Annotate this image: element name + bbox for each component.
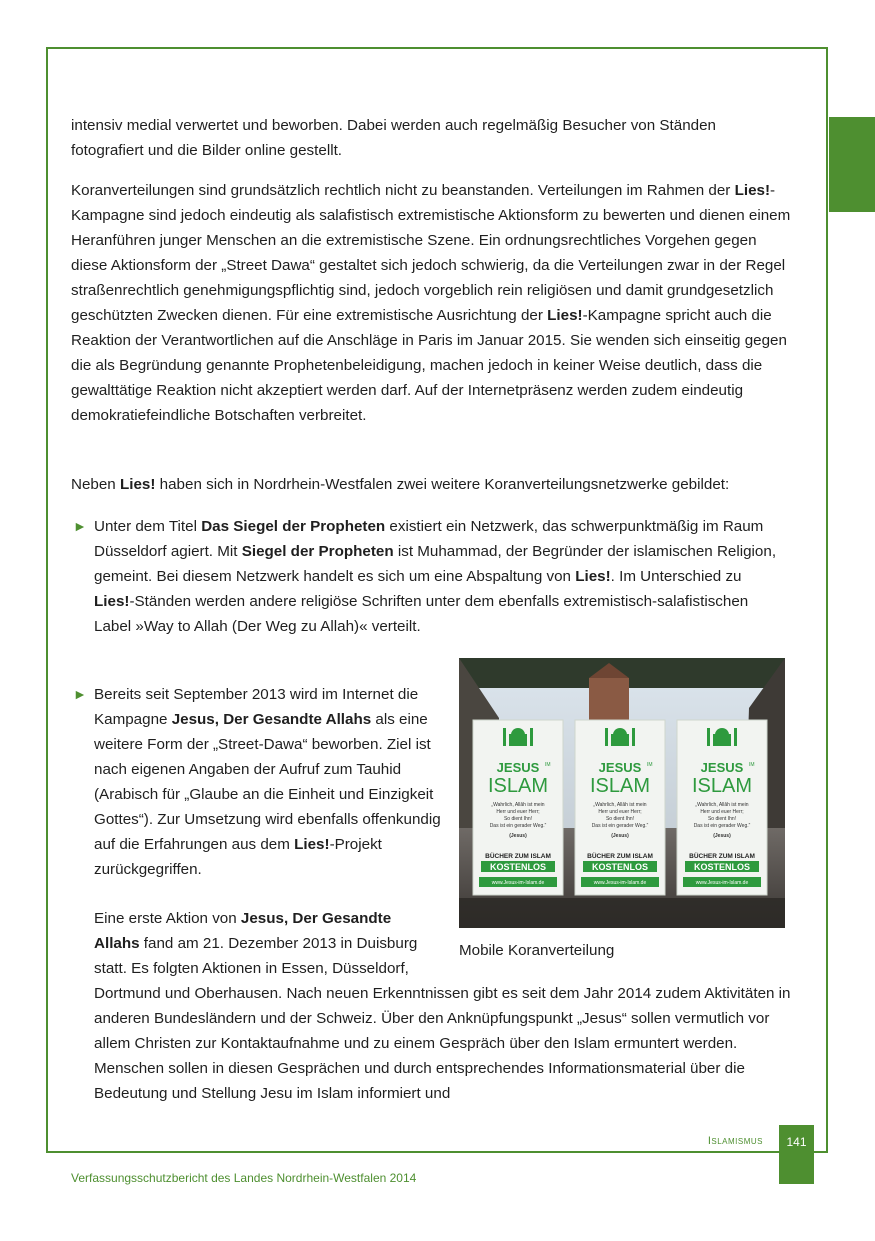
svg-text:ISLAM: ISLAM <box>589 775 651 797</box>
paragraph-3: Neben Lies! haben sich in Nordrhein-Westfalen zwei weitere Koranverteilungsnetzwerke gebildet: <box>71 476 730 493</box>
svg-text:IM: IM <box>647 762 653 768</box>
svg-text:ISLAM: ISLAM <box>691 775 753 797</box>
svg-text:Das ist ein gerader Weg.“: Das ist ein gerader Weg.“ <box>591 823 649 829</box>
svg-text:(Jesus): (Jesus) <box>509 833 527 839</box>
banner-right <box>677 720 767 895</box>
svg-text:Herr und euer Herr;: Herr und euer Herr; <box>700 809 744 815</box>
svg-text:Herr und euer Herr;: Herr und euer Herr; <box>496 809 540 815</box>
banner-left <box>473 720 563 895</box>
svg-text:„Wahrlich, Allâh ist mein: „Wahrlich, Allâh ist mein <box>593 802 647 808</box>
svg-text:BÜCHER ZUM ISLAM: BÜCHER ZUM ISLAM <box>587 853 653 860</box>
bullet-arrow-icon: ► <box>73 686 87 702</box>
svg-text:BÜCHER ZUM ISLAM: BÜCHER ZUM ISLAM <box>689 853 755 860</box>
banner-middle <box>575 720 665 895</box>
svg-text:JESUS: JESUS <box>700 760 744 775</box>
svg-text:„Wahrlich, Allâh ist mein: „Wahrlich, Allâh ist mein <box>491 802 545 808</box>
svg-text:(Jesus): (Jesus) <box>611 833 629 839</box>
svg-text:IM: IM <box>545 762 551 768</box>
svg-text:ISLAM: ISLAM <box>487 775 549 797</box>
chapter-tab <box>829 117 875 212</box>
footer-publication: Verfassungsschutzbericht des Landes Nordrhein-Westfalen 2014 <box>71 1171 417 1185</box>
bullet-jesus-kampagne: Bereits seit September 2013 wird im Internet die Kampagne Jesus, Der Gesandte Allahs als eine weitere Form der „Street-Dawa“ beworben. Ziel ist nach eigenen Angaben der Aufruf zum Tauhid (Arabisch für „Glaube an die Einheit und Einzigkeit Gottes“). Zur Umsetzung wird ebenfalls offenkundig auf die Erfahrungen aus dem Lies!-Projekt zurückgegriffen. <box>94 686 441 878</box>
svg-text:JESUS: JESUS <box>496 760 540 775</box>
svg-text:KOSTENLOS: KOSTENLOS <box>489 862 547 872</box>
svg-text:www.Jesus-im-Islam.de: www.Jesus-im-Islam.de <box>491 880 545 886</box>
svg-text:(Jesus): (Jesus) <box>713 833 731 839</box>
svg-text:Herr und euer Herr;: Herr und euer Herr; <box>598 809 642 815</box>
svg-text:So dient Ihn!: So dient Ihn! <box>605 816 635 822</box>
bullet-siegel-der-propheten: Unter dem Titel Das Siegel der Propheten existiert ein Netzwerk, das schwerpunktmäßig im Raum Düsseldorf agiert. Mit Siegel der Propheten ist Muhammad, der Begründer der islamischen Religion, gemeint. Bei diesem Netzwerk handelt es sich um eine Abspaltung von Lies!. Im Unterschied zu Lies!-Ständen werden andere religiöse Schriften unter dem ebenfalls extremistisch-salafistischen Label »Way to Allah (Der Weg zu Allah)« verteilt. <box>94 518 777 635</box>
svg-text:Das ist ein gerader Weg.“: Das ist ein gerader Weg.“ <box>693 823 751 829</box>
page-number: 141 <box>779 1125 814 1184</box>
svg-text:KOSTENLOS: KOSTENLOS <box>693 862 751 872</box>
svg-text:www.Jesus-im-Islam.de: www.Jesus-im-Islam.de <box>593 880 647 886</box>
svg-text:IM: IM <box>749 762 755 768</box>
photo-koranverteilung <box>459 658 785 928</box>
svg-text:So dient Ihn!: So dient Ihn! <box>707 816 737 822</box>
paragraph-erste-aktion: Eine erste Aktion von Jesus, Der Gesandte Allahs fand am 21. Dezember 2013 in Duisburg statt. Es folgten Aktionen in Essen, Düsseldorf, Dortmund und Oberhausen. Nach neuen Erkenntnissen gibt es seit dem Jahr 2014 zudem Aktivitäten in anderen Bundesländern und der Schweiz. Über den Anknüpfungspunkt „Jesus“ sollen vermutlich vor allem Christen zur Kontaktaufnahme und zu einem Gespräch über den Islam ermuntert werden. Menschen sollen in diesen Gesprächen und durch entsprechendes Informationsmaterial über die Bedeutung und Stellung Jesu im Islam informiert und <box>94 910 791 1102</box>
figure-caption: Mobile Koranverteilung <box>459 942 615 959</box>
svg-text:So dient Ihn!: So dient Ihn! <box>503 816 533 822</box>
bullet-arrow-icon: ► <box>73 518 87 534</box>
svg-text:BÜCHER ZUM ISLAM: BÜCHER ZUM ISLAM <box>485 853 551 860</box>
section-label: Islamismus <box>707 1135 763 1147</box>
paragraph-2: Koranverteilungen sind grundsätzlich rechtlich nicht zu beanstanden. Verteilungen im Rahmen der Lies!-Kampagne sind jedoch eindeutig als salafistisch extremistische Aktionsform zu bewerten und dienen einem Heranführen junger Menschen an die extremistische Szene. Ein ordnungsrechtliches Vorgehen gegen diese Aktionsform der „Street Dawa“ gestaltet sich jedoch schwierig, da die Verteilungen zwar in der Regel straßenrechtlich genehmigungspflichtig sind, jedoch vorgeblich rein religiösen und damit grundgesetzlich geschützten Zwecken dienen. Für eine extremistische Ausrichtung der Lies!-Kampagne spricht auch die Reaktion der Verantwortlichen auf die Anschläge in Paris im Januar 2015. Sie wenden sich einseitig gegen die als Begründung genannte Prophetenbeleidigung, machen jedoch in keiner Weise deutlich, dass die gewalttätige Reaktion nicht akzeptiert werden darf. Auf der Internetpräsenz werden zudem eindeutig demokratiefeindliche Botschaften verbreitet. <box>71 182 791 424</box>
paragraph-1: intensiv medial verwertet und beworben. Dabei werden auch regelmäßig Besucher von Ständen fotografiert und die Bilder online gestellt. <box>71 117 716 159</box>
svg-text:KOSTENLOS: KOSTENLOS <box>591 862 649 872</box>
svg-text:Das ist ein gerader Weg.“: Das ist ein gerader Weg.“ <box>489 823 547 829</box>
svg-text:JESUS: JESUS <box>598 760 642 775</box>
svg-text:„Wahrlich, Allâh ist mein: „Wahrlich, Allâh ist mein <box>695 802 749 808</box>
svg-text:www.Jesus-im-Islam.de: www.Jesus-im-Islam.de <box>695 880 749 886</box>
